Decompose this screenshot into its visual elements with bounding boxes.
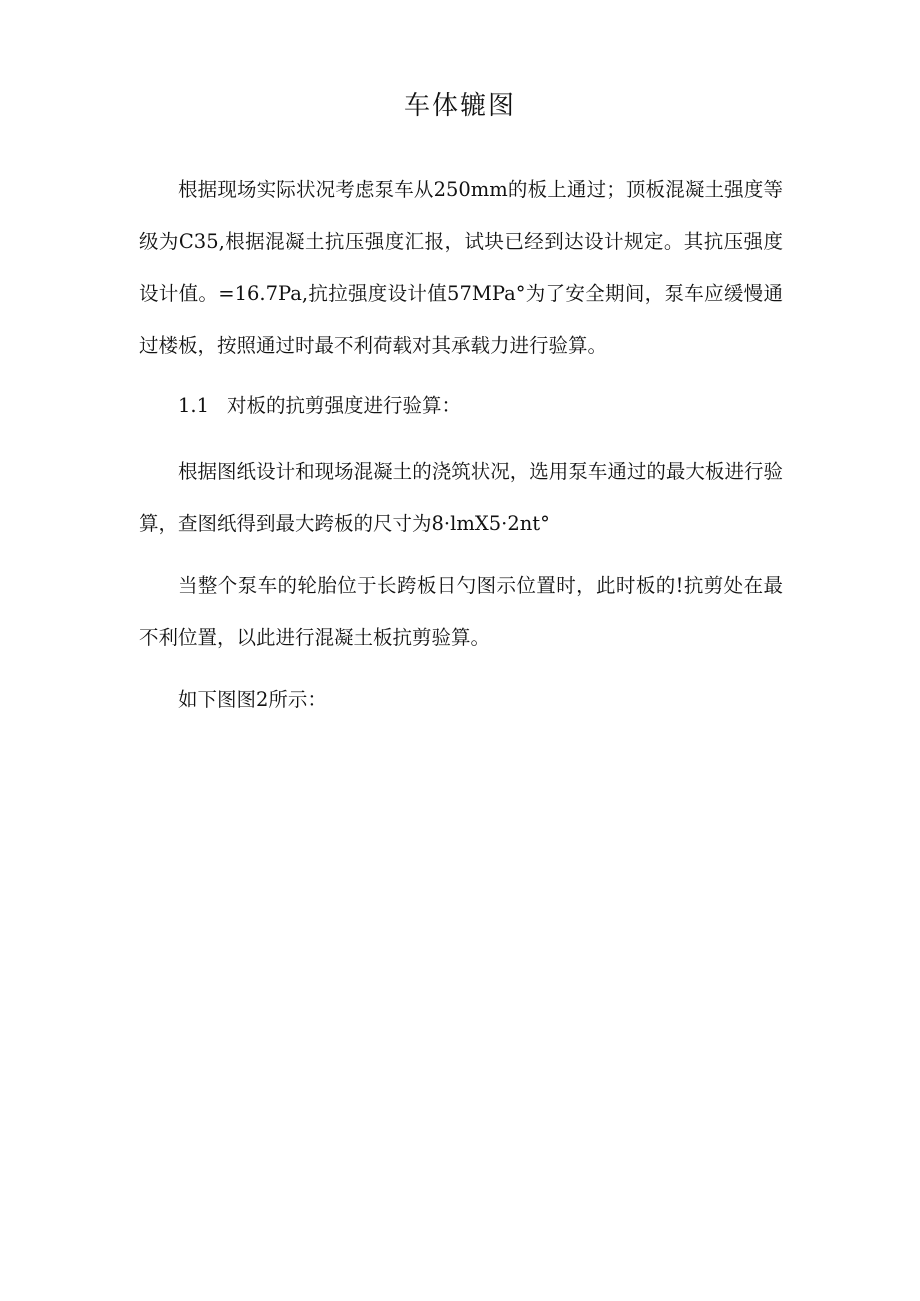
page-title: 车体辘图 <box>403 91 516 121</box>
section-heading <box>139 380 783 432</box>
intro-paragraph: 根据现场实际状况考虑泵车从250mm的板上通过；顶板混凝土强度等级为C35,根据混凝土抗压强度汇报，试块已经到达设计规定。其抗压强度设计值。=16.7Pa,抗拉强度设计值57MPa°为了安全期间，泵车应缓慢通过楼板，按照通过时最不利荷载对其承载力进行验算。 <box>139 178 783 357</box>
section-paragraph-3: 如下图图2所示： <box>178 688 327 711</box>
section-paragraph-1: 根据图纸设计和现场混凝土的浇筑状况，选用泵车通过的最大板进行验算，查图纸得到最大跨板的尺寸为8·lmX5·2nt° <box>139 460 783 535</box>
section-heading-text: 对板的抗剪强度进行验算： <box>227 394 462 417</box>
section-number: 1.1 <box>178 394 210 417</box>
section-paragraph-2: 当整个泵车的轮胎位于长跨板日勺图示位置时，此时板的!抗剪处在最不利位置，以此进行混凝土板抗剪验算。 <box>139 574 783 649</box>
